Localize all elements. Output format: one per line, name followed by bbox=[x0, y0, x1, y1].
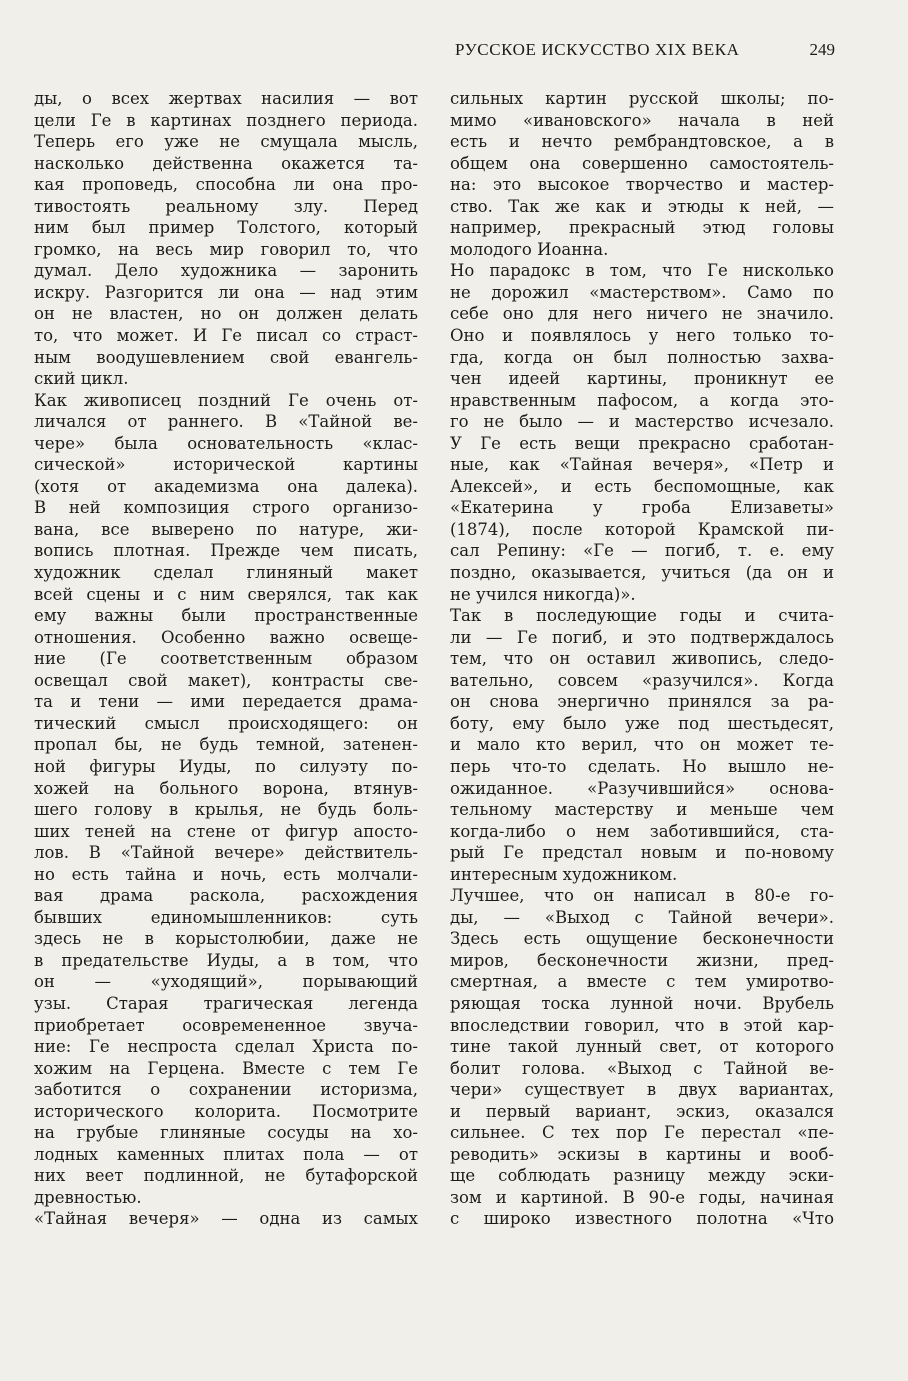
text-line: на: это высокое творчество и мастер- bbox=[450, 175, 834, 195]
text-line: Лучшее, что он написал в 80-е го- bbox=[450, 886, 834, 906]
text-line: смертная, а вместе с тем умиротво- bbox=[450, 972, 834, 992]
text-line: вательно, совсем «разучился». Когда bbox=[450, 670, 834, 690]
text-line: лодных каменных плитах пола — от bbox=[34, 1144, 418, 1164]
text-line: интересным художником. bbox=[450, 864, 678, 884]
text-line: насколько действенна окажется та- bbox=[34, 153, 418, 173]
text-line: всей сцены и с ним сверялся, так как bbox=[34, 584, 418, 604]
text-line: лов. В «Тайной вечере» действитель- bbox=[34, 843, 418, 863]
text-line: них веет подлинной, не бутафорской bbox=[34, 1166, 418, 1186]
text-line: тем, что он оставил живопись, следо- bbox=[450, 649, 834, 669]
text-line: ство. Так же как и этюды к ней, — bbox=[450, 196, 834, 216]
text-line: сильнее. С тех пор Ге перестал «пе- bbox=[450, 1123, 834, 1143]
text-line: миров, бесконечности жизни, пред- bbox=[450, 950, 834, 970]
text-line: нравственным пафосом, а когда это- bbox=[450, 390, 834, 410]
text-line: древностью. bbox=[34, 1187, 142, 1207]
text-line: но есть тайна и ночь, есть молчали- bbox=[34, 864, 418, 884]
text-line: освещал свой макет), контрасты све- bbox=[34, 670, 418, 690]
text-line: личался от раннего. В «Тайной ве- bbox=[34, 412, 418, 432]
text-line: не учился никогда)». bbox=[450, 584, 636, 604]
running-header bbox=[455, 40, 835, 64]
text-line: тельному мастерству и меньше чем bbox=[450, 800, 834, 820]
text-line: он не властен, но он должен делать bbox=[34, 304, 418, 324]
text-line: У Ге есть вещи прекрасно сработан- bbox=[450, 433, 834, 453]
text-line: поздно, оказывается, учиться (да он и bbox=[450, 563, 834, 583]
text-line: ным воодушевлением свой евангель- bbox=[34, 347, 418, 367]
text-line: хожим на Герцена. Вместе с тем Ге bbox=[34, 1058, 418, 1078]
text-line: Оно и появлялось у него только то- bbox=[450, 326, 834, 346]
text-line: тический смысл происходящего: он bbox=[34, 713, 418, 733]
text-column-right bbox=[450, 88, 834, 1230]
text-line: Как живописец поздний Ге очень от- bbox=[34, 390, 418, 410]
text-line: Теперь его уже не смущала мысль, bbox=[34, 132, 418, 152]
text-line: ние: Ге неспроста сделал Христа по- bbox=[34, 1037, 418, 1057]
text-line: мимо «ивановского» начала в ней bbox=[450, 110, 834, 130]
text-line: кая проповедь, способна ли она про- bbox=[34, 175, 418, 195]
text-line: здесь не в корыстолюбии, даже не bbox=[34, 929, 418, 949]
text-line: ные, как «Тайная вечеря», «Петр и bbox=[450, 455, 834, 475]
text-line: хожей на больного ворона, втянув- bbox=[34, 778, 418, 798]
text-line: (хотя от академизма она далека). bbox=[34, 476, 418, 496]
text-line: на грубые глиняные сосуды на хо- bbox=[34, 1123, 418, 1143]
text-line: ной фигуры Иуды, по силуэту по- bbox=[34, 756, 418, 776]
text-line: не дорожил «мастерством». Само по bbox=[450, 282, 834, 302]
text-line: го не было — и мастерство исчезало. bbox=[450, 412, 834, 432]
text-line: заботится о сохранении историзма, bbox=[34, 1080, 418, 1100]
text-line: есть и нечто рембрандтовское, а в bbox=[450, 132, 834, 152]
text-line: вопись плотная. Прежде чем писать, bbox=[34, 541, 418, 561]
text-line: рый Ге предстал новым и по-новому bbox=[450, 843, 834, 863]
text-column-left bbox=[34, 88, 418, 1230]
text-line: (1874), после которой Крамской пи- bbox=[450, 519, 834, 539]
text-line: «Тайная вечеря» — одна из самых bbox=[34, 1209, 418, 1229]
text-line: вана, все выверено по натуре, жи- bbox=[34, 519, 418, 539]
text-line: думал. Дело художника — заронить bbox=[34, 261, 418, 281]
text-line: чере» была основательность «клас- bbox=[34, 433, 418, 453]
running-title: РУССКОЕ ИСКУССТВО XIX ВЕКА bbox=[455, 40, 740, 59]
text-line: отношения. Особенно важно освеще- bbox=[34, 627, 418, 647]
text-line: например, прекрасный этюд головы bbox=[450, 218, 834, 238]
text-line: впоследствии говорил, что в этой кар- bbox=[450, 1015, 834, 1035]
text-line: «Екатерина у гроба Елизаветы» bbox=[450, 498, 834, 518]
text-line: себе оно для него ничего не значило. bbox=[450, 304, 834, 324]
text-line: чен идеей картины, проникнут ее bbox=[450, 369, 834, 389]
text-line: когда-либо о нем заботившийся, ста- bbox=[450, 821, 834, 841]
text-line: с широко известного полотна «Что bbox=[450, 1209, 834, 1229]
text-line: он — «уходящий», порывающий bbox=[34, 972, 418, 992]
text-line: ожиданное. «Разучившийся» основа- bbox=[450, 778, 834, 798]
text-line: Здесь есть ощущение бесконечности bbox=[450, 929, 834, 949]
text-line: сической» исторической картины bbox=[34, 455, 418, 475]
text-line: ему важны были пространственные bbox=[34, 606, 418, 626]
text-line: боту, ему было уже под шестьдесят, bbox=[450, 713, 834, 733]
text-line: зом и картиной. В 90-е годы, начиная bbox=[450, 1187, 834, 1207]
text-line: перь что-то сделать. Но вышло не- bbox=[450, 756, 834, 776]
text-line: приобретает осовремененное звуча- bbox=[34, 1015, 418, 1035]
text-line: тивостоять реальному злу. Перед bbox=[34, 196, 418, 216]
text-line: и мало кто верил, что он может те- bbox=[450, 735, 834, 755]
text-line: ды, — «Выход с Тайной вечери». bbox=[450, 907, 834, 927]
text-line: он снова энергично принялся за ра- bbox=[450, 692, 834, 712]
text-line: шего голову в крылья, не будь боль- bbox=[34, 800, 418, 820]
text-line: искру. Разгорится ли она — над этим bbox=[34, 282, 418, 302]
text-line: ли — Ге погиб, и это подтверждалось bbox=[450, 627, 834, 647]
text-line: и первый вариант, эскиз, оказался bbox=[450, 1101, 834, 1121]
text-line: сал Репину: «Ге — погиб, т. е. ему bbox=[450, 541, 834, 561]
text-line: Алексей», и есть беспомощные, как bbox=[450, 476, 834, 496]
text-line: общем она совершенно самостоятель- bbox=[450, 153, 834, 173]
text-line: молодого Иоанна. bbox=[450, 239, 609, 259]
text-line: исторического колорита. Посмотрите bbox=[34, 1101, 418, 1121]
text-line: та и тени — ими передается драма- bbox=[34, 692, 418, 712]
text-line: ще соблюдать разницу между эски- bbox=[450, 1166, 834, 1186]
text-line: цели Ге в картинах позднего периода. bbox=[34, 110, 418, 130]
text-line: художник сделал глиняный макет bbox=[34, 563, 418, 583]
text-line: реводить» эскизы в картины и вооб- bbox=[450, 1144, 834, 1164]
text-line: то, что может. И Ге писал со страст- bbox=[34, 326, 418, 346]
text-line: бывших единомышленников: суть bbox=[34, 907, 418, 927]
text-line: громко, на весь мир говорил то, что bbox=[34, 239, 418, 259]
text-line: гда, когда он был полностью захва- bbox=[450, 347, 834, 367]
text-line: ним был пример Толстого, который bbox=[34, 218, 418, 238]
text-line: Но парадокс в том, что Ге нисколько bbox=[450, 261, 834, 281]
text-line: в предательстве Иуды, а в том, что bbox=[34, 950, 418, 970]
text-line: тине такой лунный свет, от которого bbox=[450, 1037, 834, 1057]
text-line: Так в последующие годы и счита- bbox=[450, 606, 834, 626]
text-line: ряющая тоска лунной ночи. Врубель bbox=[450, 993, 834, 1013]
text-line: ды, о всех жертвах насилия — вот bbox=[34, 89, 418, 108]
text-line: пропал бы, не будь темной, затенен- bbox=[34, 735, 418, 755]
text-line: ский цикл. bbox=[34, 369, 129, 389]
text-line: узы. Старая трагическая легенда bbox=[34, 993, 418, 1013]
text-line: В ней композиция строго организо- bbox=[34, 498, 418, 518]
text-line: вая драма раскола, расхождения bbox=[34, 886, 418, 906]
page-number: 249 bbox=[809, 40, 835, 59]
text-line: сильных картин русской школы; по- bbox=[450, 89, 834, 108]
text-line: болит голова. «Выход с Тайной ве- bbox=[450, 1058, 834, 1078]
text-line: чери» существует в двух вариантах, bbox=[450, 1080, 834, 1100]
text-line: ние (Ге соответственным образом bbox=[34, 649, 418, 669]
text-line: ших теней на стене от фигур апосто- bbox=[34, 821, 418, 841]
